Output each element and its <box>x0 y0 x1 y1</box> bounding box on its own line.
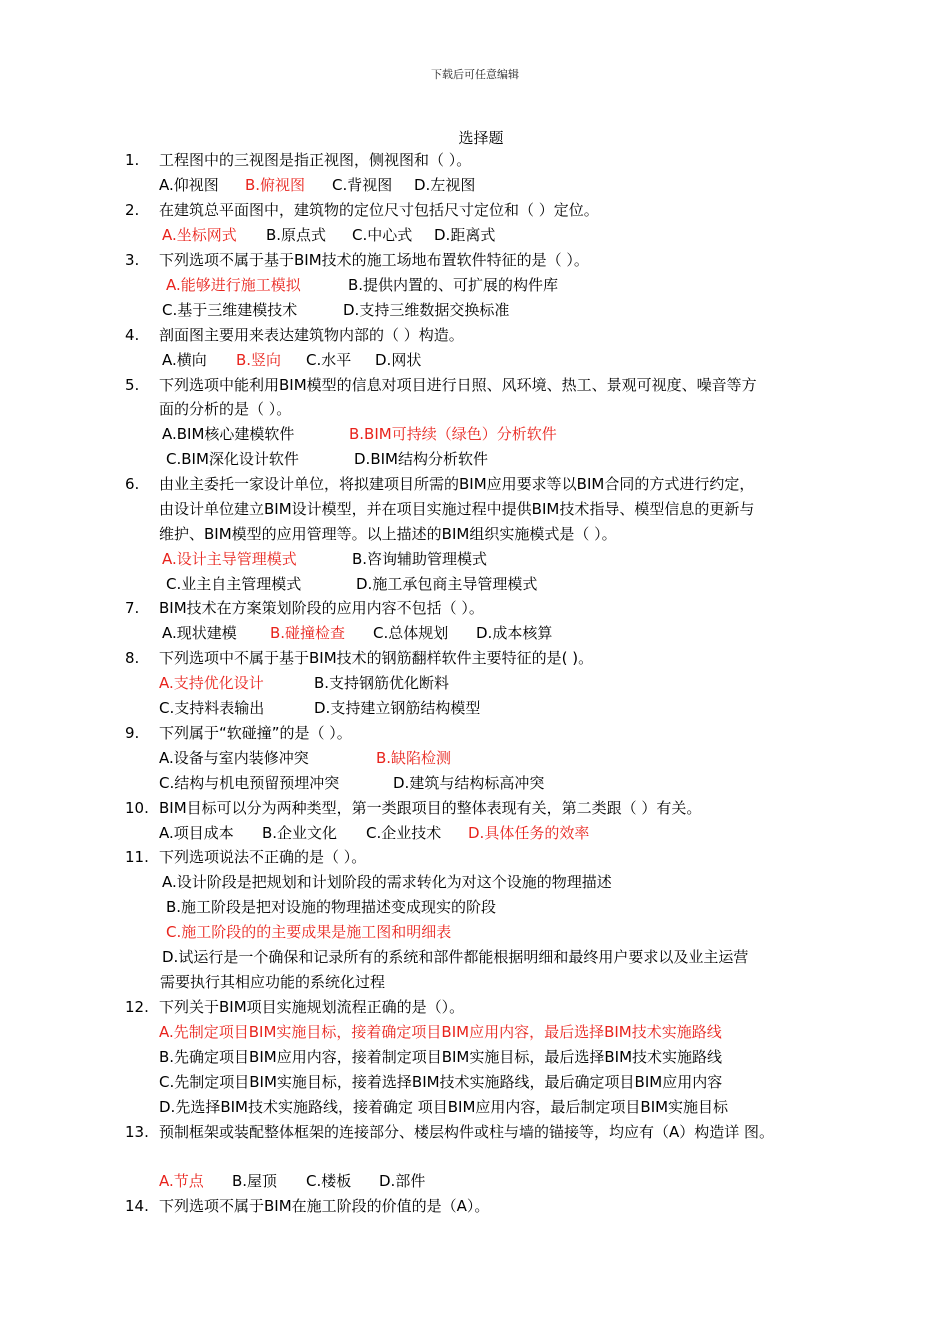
answer-option: B.施工阶段是把对设施的物理描述变成现实的阶段 <box>166 898 497 916</box>
question-text: 面的分析的是（ ）。 <box>159 400 292 418</box>
answer-option: C.业主自主管理模式 <box>166 575 302 593</box>
answer-option: D.先选择BIM技术实施路线，接着确定 项目BIM应用内容，最后制定项目BIM实施目标 <box>159 1098 729 1116</box>
answer-option: A.BIM核心建模软件 <box>162 425 295 443</box>
answer-option: C.中心式 <box>352 226 413 244</box>
question-text: 下列属于“软碰撞”的是（ ）。 <box>159 724 352 742</box>
answer-option: 需要执行其相应功能的系统化过程 <box>160 973 386 991</box>
question-text: 下列关于BIM项目实施规划流程正确的是（）。 <box>159 998 465 1016</box>
correct-answer-option: D.具体任务的效率 <box>468 824 590 842</box>
answer-option: C.先制定项目BIM实施目标，接着选择BIM技术实施路线，最后确定项目BIM应用内容 <box>159 1073 723 1091</box>
question-text: 在建筑总平面图中，建筑物的定位尺寸包括尺寸定位和（ ）定位。 <box>159 201 599 219</box>
answer-option: D.BIM结构分析软件 <box>354 450 488 468</box>
question-text: BIM技术在方案策划阶段的应用内容不包括（ ）。 <box>159 599 484 617</box>
answer-option: D.支持建立钢筋结构模型 <box>314 699 481 717</box>
answer-option: D.网状 <box>375 351 422 369</box>
answer-option: D.距离式 <box>434 226 496 244</box>
correct-answer-option: B.缺陷检测 <box>376 749 452 767</box>
correct-answer-option: A.先制定项目BIM实施目标，接着确定项目BIM应用内容，最后选择BIM技术实施路线 <box>159 1023 722 1041</box>
answer-option: C.BIM深化设计软件 <box>166 450 299 468</box>
correct-answer-option: A.设计主导管理模式 <box>162 550 297 568</box>
correct-answer-option: A.支持优化设计 <box>159 674 264 692</box>
correct-answer-option: B.BIM可持续（绿色）分析软件 <box>349 425 557 443</box>
correct-answer-option: C.施工阶段的的主要成果是施工图和明细表 <box>166 923 452 941</box>
answer-option: A.设计阶段是把规划和计划阶段的需求转化为对这个设施的物理描述 <box>162 873 612 891</box>
answer-option: C.支持料表输出 <box>159 699 265 717</box>
answer-option: A.横向 <box>162 351 207 369</box>
question-number: 6. <box>125 475 140 493</box>
page-title: 选择题 <box>458 129 504 147</box>
question-text: BIM目标可以分为两种类型，第一类跟项目的整体表现有关，第二类跟（ ）有关。 <box>159 799 702 817</box>
question-text: 维护、BIM模型的应用管理等。以上描述的BIM组织实施模式是（ ）。 <box>159 525 617 543</box>
answer-option: C.背视图 <box>332 176 393 194</box>
question-number: 14. <box>125 1197 149 1215</box>
answer-option: D.成本核算 <box>476 624 553 642</box>
question-text: 下列选项不属于基于BIM技术的施工场地布置软件特征的是（ ）。 <box>159 251 589 269</box>
answer-option: B.提供内置的、可扩展的构件库 <box>348 276 559 294</box>
answer-option: C.水平 <box>306 351 352 369</box>
answer-option: B.原点式 <box>266 226 327 244</box>
correct-answer-option: A.节点 <box>159 1172 204 1190</box>
answer-option: D.左视图 <box>414 176 476 194</box>
question-number: 8. <box>125 649 140 667</box>
question-text: 下列选项中能利用BIM模型的信息对项目进行日照、风环境、热工、景观可视度、噪音等方 <box>159 376 757 394</box>
answer-option: B.先确定项目BIM应用内容，接着制定项目BIM实施目标，最后选择BIM技术实施路线 <box>159 1048 723 1066</box>
question-text: 由业主委托一家设计单位，将拟建项目所需的BIM应用要求等以BIM合同的方式进行约定， <box>159 475 755 493</box>
question-number: 10. <box>125 799 149 817</box>
question-number: 1. <box>125 151 140 169</box>
answer-option: D.试运行是一个确保和记录所有的系统和部件都能根据明细和最终用户要求以及业主运营 <box>162 948 749 966</box>
answer-option: C.基于三维建模技术 <box>162 301 298 319</box>
answer-option: D.建筑与结构标高冲突 <box>393 774 545 792</box>
correct-answer-option: B.竖向 <box>236 351 282 369</box>
correct-answer-option: A.能够进行施工模拟 <box>166 276 301 294</box>
answer-option: A.仰视图 <box>159 176 219 194</box>
answer-option: A.现状建模 <box>162 624 237 642</box>
question-number: 7. <box>125 599 140 617</box>
correct-answer-option: A.坐标网式 <box>162 226 237 244</box>
question-text: 下列选项不属于BIM在施工阶段的价值的是（A）。 <box>159 1197 490 1215</box>
question-number: 4. <box>125 326 140 344</box>
correct-answer-option: B.碰撞检查 <box>270 624 346 642</box>
answer-option: A.项目成本 <box>159 824 234 842</box>
page-header: 下载后可任意编辑 <box>431 68 519 81</box>
correct-answer-option: B.俯视图 <box>245 176 306 194</box>
question-text: 下列选项说法不正确的是（ ）。 <box>159 848 367 866</box>
question-number: 5. <box>125 376 140 394</box>
question-number: 2. <box>125 201 140 219</box>
answer-option: B.支持钢筋优化断料 <box>314 674 450 692</box>
answer-option: D.部件 <box>379 1172 426 1190</box>
question-number: 13. <box>125 1123 149 1141</box>
question-text: 剖面图主要用来表达建筑物内部的（ ）构造。 <box>159 326 464 344</box>
question-number: 3. <box>125 251 140 269</box>
answer-option: A.设备与室内装修冲突 <box>159 749 309 767</box>
answer-option: C.企业技术 <box>366 824 442 842</box>
question-text: 下列选项中不属于基于BIM技术的钢筋翻样软件主要特征的是( )。 <box>159 649 594 667</box>
answer-option: C.总体规划 <box>373 624 449 642</box>
question-text: 预制框架或装配整体框架的连接部分、楼层构件或柱与墙的锚接等，均应有（A）构造详 图。 <box>159 1123 775 1141</box>
answer-option: C.结构与机电预留预埋冲突 <box>159 774 340 792</box>
question-number: 9. <box>125 724 140 742</box>
answer-option: B.企业文化 <box>262 824 338 842</box>
answer-option: D.施工承包商主导管理模式 <box>356 575 538 593</box>
question-text: 工程图中的三视图是指正视图，侧视图和（ ）。 <box>159 151 472 169</box>
answer-option: B.屋顶 <box>232 1172 278 1190</box>
question-number: 12. <box>125 998 149 1016</box>
answer-option: B.咨询辅助管理模式 <box>352 550 488 568</box>
answer-option: D.支持三维数据交换标准 <box>343 301 510 319</box>
answer-option: C.楼板 <box>306 1172 352 1190</box>
question-text: 由设计单位建立BIM设计模型，并在项目实施过程中提供BIM技术指导、模型信息的更新与 <box>159 500 755 518</box>
question-number: 11. <box>125 848 149 866</box>
